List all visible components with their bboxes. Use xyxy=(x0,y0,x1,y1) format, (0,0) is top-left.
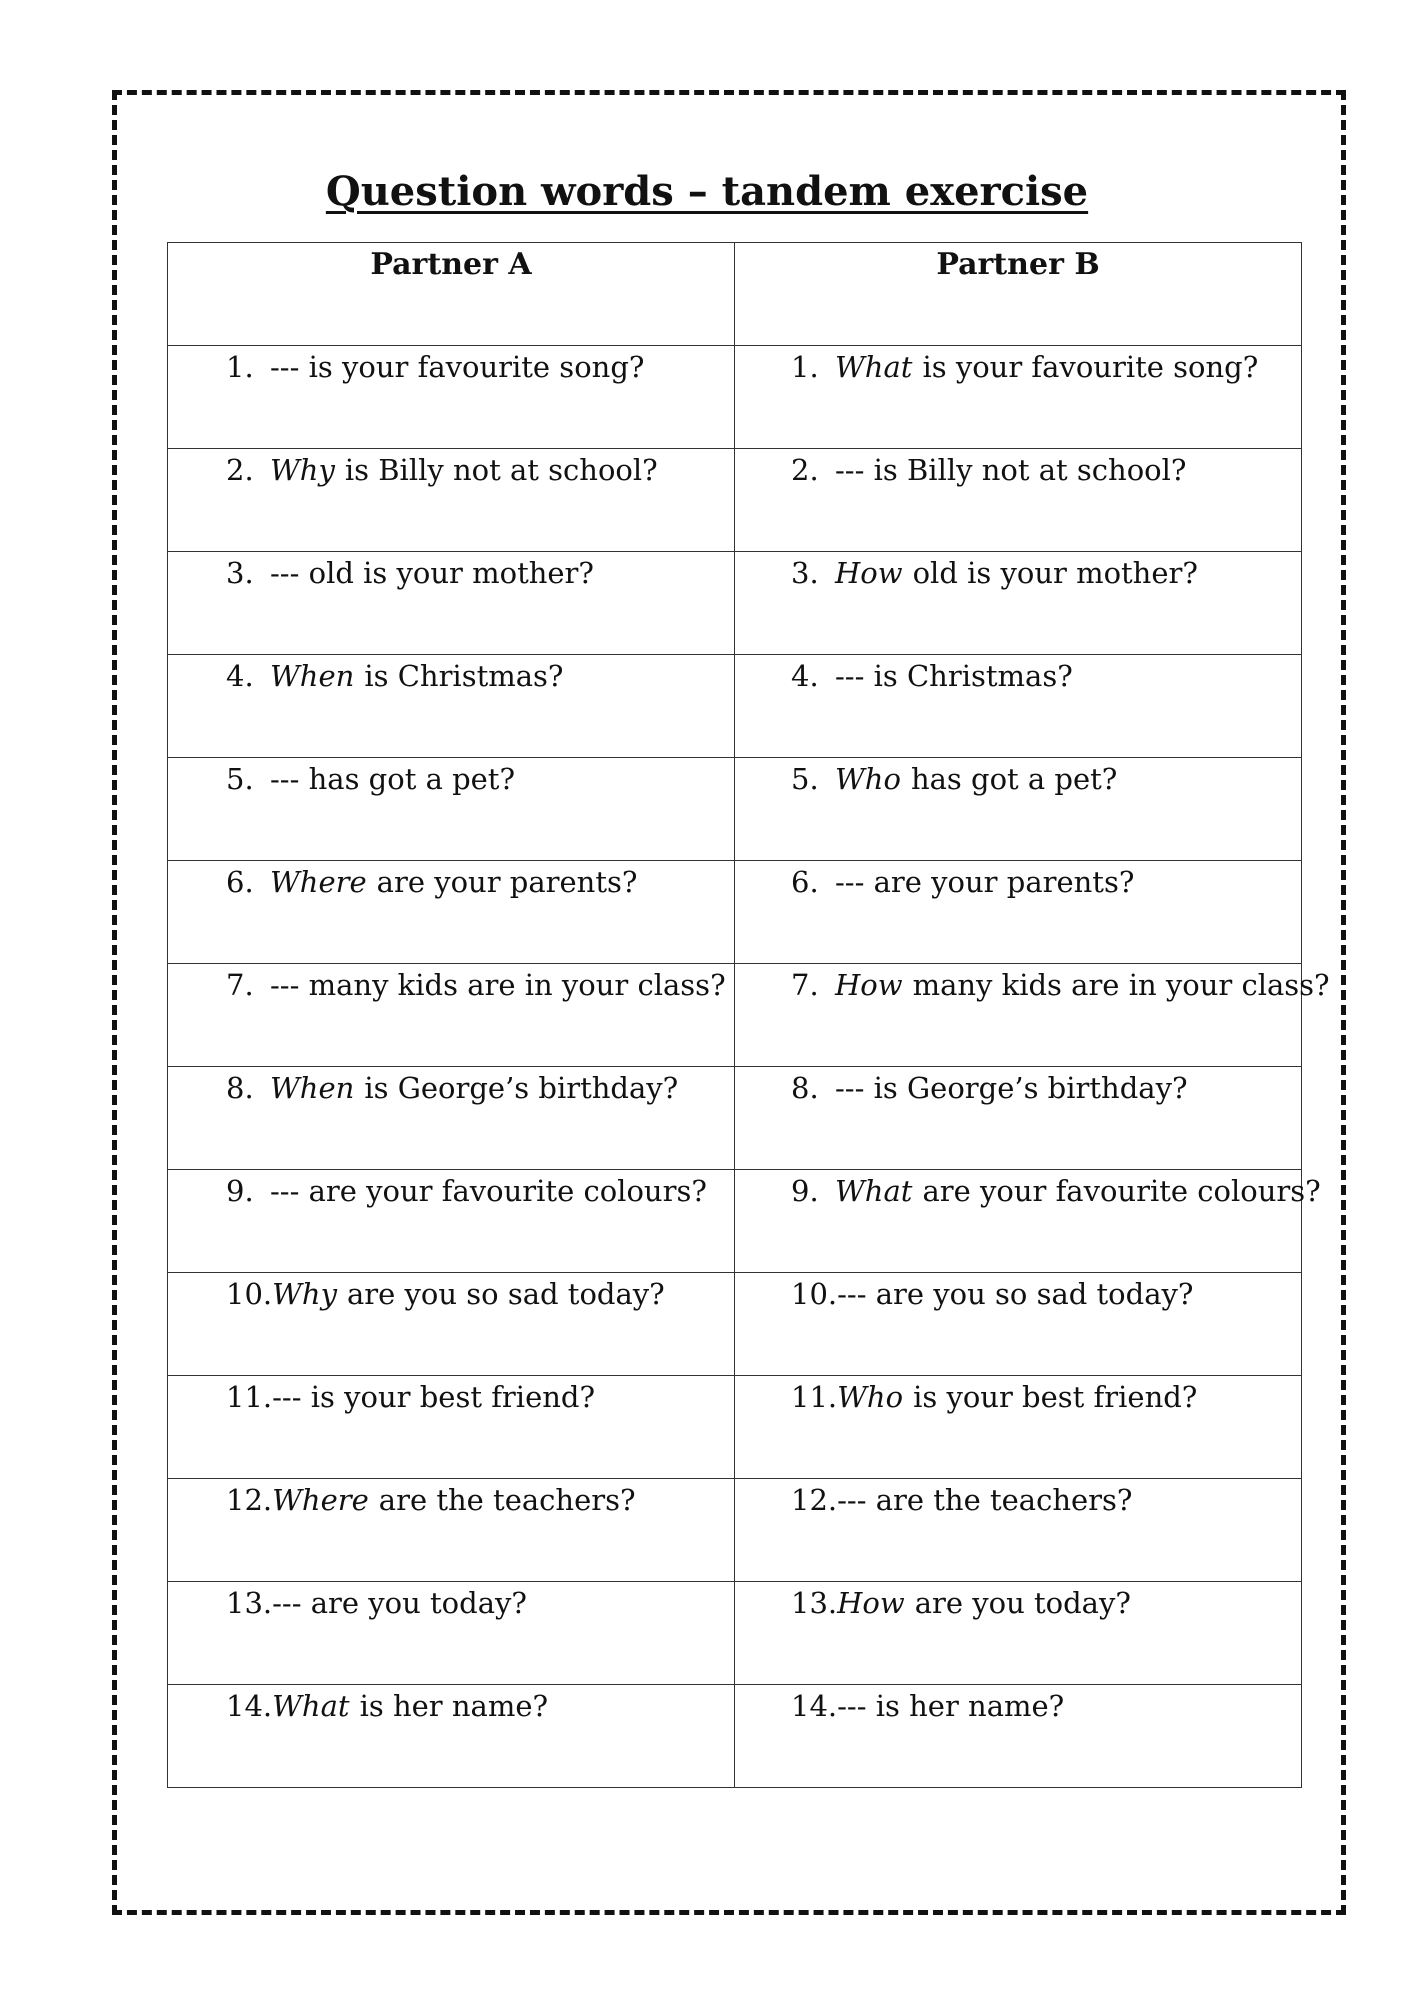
question-word: How xyxy=(835,968,903,1002)
table-row xyxy=(168,1582,1302,1685)
question-line xyxy=(735,655,1301,693)
question-number: 5. xyxy=(791,762,819,796)
question-number: 6. xyxy=(791,865,819,899)
question-number: 10. xyxy=(791,1277,838,1311)
partner-a-question xyxy=(168,1685,735,1788)
question-number: 14. xyxy=(226,1689,273,1723)
question-line xyxy=(735,1376,1301,1414)
question-word: Who xyxy=(835,762,901,796)
question-number: 3. xyxy=(791,556,819,590)
question-text: is your favourite song? xyxy=(922,350,1259,384)
question-text: --- is your favourite song? xyxy=(270,350,645,384)
table-row xyxy=(168,1685,1302,1788)
exercise-table xyxy=(167,242,1330,1788)
question-number: 1. xyxy=(226,350,254,384)
question-number: 2. xyxy=(226,453,254,487)
partner-b-question xyxy=(735,346,1302,449)
partner-a-question xyxy=(168,346,735,449)
question-word: Where xyxy=(270,865,367,899)
partner-b-question xyxy=(735,552,1302,655)
question-number: 13. xyxy=(791,1586,838,1620)
partner-b-question xyxy=(735,1273,1302,1376)
partner-b-question xyxy=(735,964,1330,1067)
question-text: --- old is your mother? xyxy=(270,556,594,590)
partner-b-question xyxy=(735,1582,1302,1685)
header-row xyxy=(168,243,1302,346)
question-number: 12. xyxy=(791,1483,838,1517)
question-number: 9. xyxy=(791,1174,819,1208)
question-line xyxy=(168,1685,734,1723)
question-word: How xyxy=(837,1586,905,1620)
question-line xyxy=(168,861,734,899)
question-number: 9. xyxy=(226,1174,254,1208)
partner-a-question xyxy=(168,1376,735,1479)
question-number: 1. xyxy=(791,350,819,384)
table-row xyxy=(168,1479,1302,1582)
question-word: What xyxy=(835,350,913,384)
partner-a-question xyxy=(168,1067,735,1170)
question-line xyxy=(735,552,1301,590)
question-line xyxy=(168,1170,734,1208)
question-number: 3. xyxy=(226,556,254,590)
question-text: are your parents? xyxy=(376,865,638,899)
partner-a-question xyxy=(168,861,735,964)
question-text: --- are your favourite colours? xyxy=(270,1174,707,1208)
table-row xyxy=(168,861,1302,964)
question-line xyxy=(735,758,1301,796)
question-word: What xyxy=(835,1174,913,1208)
header-partner-b: Partner B xyxy=(735,243,1302,346)
partner-b-question xyxy=(735,1479,1302,1582)
question-number: 14. xyxy=(791,1689,838,1723)
question-text: --- is Billy not at school? xyxy=(835,453,1187,487)
question-line xyxy=(168,758,734,796)
question-number: 11. xyxy=(791,1380,838,1414)
question-line xyxy=(168,1376,734,1414)
partner-a-question xyxy=(168,964,735,1067)
question-word: When xyxy=(270,1071,355,1105)
question-line xyxy=(168,655,734,693)
question-text: --- are you today? xyxy=(272,1586,527,1620)
question-word: Why xyxy=(270,453,335,487)
question-text: is Billy not at school? xyxy=(344,453,658,487)
partner-b-question xyxy=(735,449,1302,552)
partner-a-question xyxy=(168,758,735,861)
question-text: is her name? xyxy=(359,1689,549,1723)
question-number: 6. xyxy=(226,865,254,899)
partner-a-question xyxy=(168,655,735,758)
question-text: are you so sad today? xyxy=(347,1277,665,1311)
partner-b-question xyxy=(735,758,1302,861)
question-number: 10. xyxy=(226,1277,273,1311)
question-text: --- is George’s birthday? xyxy=(835,1071,1188,1105)
partner-a-question xyxy=(168,1582,735,1685)
question-word: Why xyxy=(272,1277,337,1311)
question-word: How xyxy=(835,556,903,590)
question-text: are the teachers? xyxy=(378,1483,636,1517)
table-row xyxy=(168,1273,1302,1376)
question-word: When xyxy=(270,659,355,693)
question-line xyxy=(735,1685,1301,1723)
partner-a-question xyxy=(168,1273,735,1376)
question-word: What xyxy=(272,1689,350,1723)
partner-a-question xyxy=(168,1170,735,1273)
partner-b-question xyxy=(735,1685,1302,1788)
question-word: Where xyxy=(272,1483,369,1517)
question-number: 7. xyxy=(791,968,819,1002)
question-text: --- has got a pet? xyxy=(270,762,516,796)
question-line xyxy=(168,1067,734,1105)
question-line xyxy=(168,346,734,384)
question-text: --- is her name? xyxy=(837,1689,1065,1723)
partner-a-question xyxy=(168,449,735,552)
partner-a-question xyxy=(168,1479,735,1582)
page-title: Question words – tandem exercise xyxy=(325,168,1089,215)
question-line xyxy=(735,346,1301,384)
question-text: old is your mother? xyxy=(912,556,1198,590)
table-row xyxy=(168,964,1302,1067)
partner-b-question xyxy=(735,1376,1302,1479)
partner-a-question xyxy=(168,552,735,655)
question-number: 2. xyxy=(791,453,819,487)
table-row xyxy=(168,758,1302,861)
question-line xyxy=(168,449,734,487)
question-number: 5. xyxy=(226,762,254,796)
question-line xyxy=(168,1273,734,1311)
question-text: are you today? xyxy=(914,1586,1131,1620)
table-row xyxy=(168,1067,1302,1170)
question-line xyxy=(735,964,1330,1002)
header-partner-a: Partner A xyxy=(168,243,735,346)
table-row xyxy=(168,1170,1302,1273)
table-row xyxy=(168,655,1302,758)
question-number: 8. xyxy=(226,1071,254,1105)
partner-b-question xyxy=(735,655,1302,758)
question-text: --- are the teachers? xyxy=(837,1483,1133,1517)
question-text: is Christmas? xyxy=(364,659,564,693)
question-text: is your best friend? xyxy=(913,1380,1198,1414)
question-text: --- many kids are in your class? xyxy=(270,968,726,1002)
question-line xyxy=(735,1582,1301,1620)
question-line xyxy=(735,1479,1301,1517)
question-number: 7. xyxy=(226,968,254,1002)
table-row xyxy=(168,449,1302,552)
question-number: 12. xyxy=(226,1483,273,1517)
question-text: has got a pet? xyxy=(910,762,1118,796)
question-line xyxy=(168,552,734,590)
question-line xyxy=(168,1479,734,1517)
table-row xyxy=(168,346,1302,449)
question-text: many kids are in your class? xyxy=(912,968,1330,1002)
question-text: --- are you so sad today? xyxy=(837,1277,1194,1311)
question-line xyxy=(735,1273,1301,1311)
question-text: is George’s birthday? xyxy=(364,1071,679,1105)
question-text: are your favourite colours? xyxy=(922,1174,1321,1208)
partner-b-question xyxy=(735,1170,1321,1273)
question-number: 4. xyxy=(791,659,819,693)
question-number: 8. xyxy=(791,1071,819,1105)
question-number: 4. xyxy=(226,659,254,693)
question-line xyxy=(735,1170,1321,1208)
partner-b-question xyxy=(735,861,1302,964)
question-line xyxy=(168,1582,734,1620)
question-line xyxy=(168,964,734,1002)
table-row xyxy=(168,1376,1302,1479)
partner-b-question xyxy=(735,1067,1302,1170)
question-line xyxy=(735,861,1301,899)
table-row xyxy=(168,552,1302,655)
question-line xyxy=(735,449,1301,487)
question-text: --- is Christmas? xyxy=(835,659,1073,693)
question-text: --- are your parents? xyxy=(835,865,1135,899)
question-number: 13. xyxy=(226,1586,273,1620)
question-number: 11. xyxy=(226,1380,273,1414)
question-word: Who xyxy=(837,1380,904,1414)
question-text: --- is your best friend? xyxy=(272,1380,596,1414)
question-line xyxy=(735,1067,1301,1105)
